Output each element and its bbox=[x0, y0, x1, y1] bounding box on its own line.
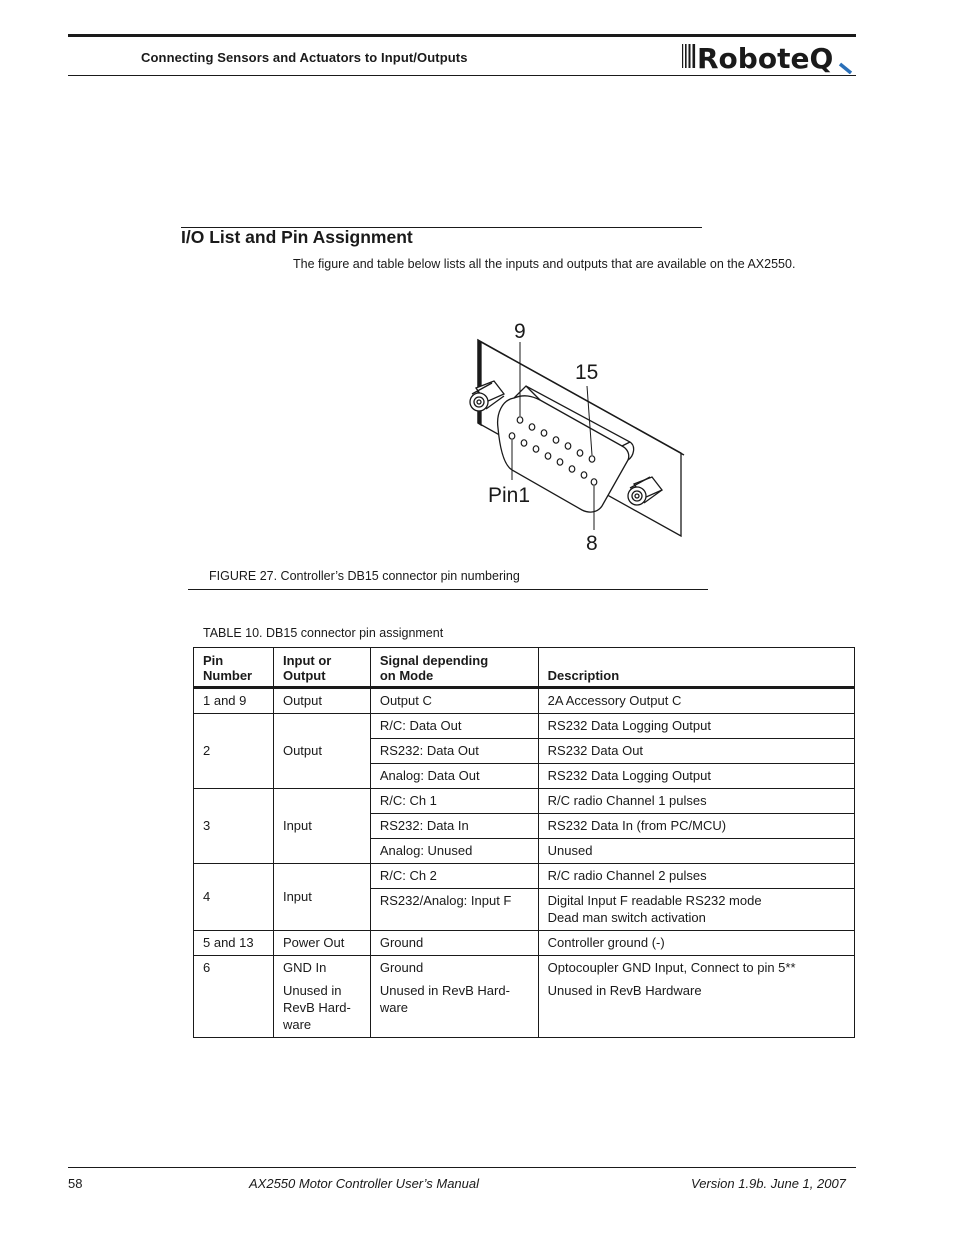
pin-7 bbox=[581, 472, 587, 478]
cell-description: RS232 Data In (from PC/MCU) bbox=[538, 814, 854, 839]
header-bottom-rule bbox=[68, 75, 856, 76]
footer-manual-title: AX2550 Motor Controller User’s Manual bbox=[249, 1176, 480, 1191]
label-8: 8 bbox=[586, 532, 598, 555]
header-signal-mode: Signal depending on Mode bbox=[370, 648, 538, 688]
label-9: 9 bbox=[514, 320, 526, 343]
page-number: 58 bbox=[68, 1176, 83, 1191]
pin-15 bbox=[589, 456, 595, 462]
figure-caption: FIGURE 27. Controller’s DB15 connector pin numbering bbox=[209, 569, 520, 583]
pin-12 bbox=[553, 437, 559, 443]
pin-11 bbox=[541, 430, 547, 436]
svg-text:RoboteQ: RoboteQ bbox=[697, 42, 834, 74]
pin-1 bbox=[509, 433, 515, 439]
cell-signal: R/C: Ch 1 bbox=[370, 789, 538, 814]
pin-13 bbox=[565, 443, 571, 449]
table-row bbox=[194, 789, 855, 814]
cell-io: Power Out bbox=[273, 931, 370, 956]
cell-io: Input bbox=[273, 789, 370, 864]
cell-pin: 6 bbox=[194, 956, 274, 1038]
pin-9 bbox=[517, 417, 523, 423]
header-input-output: Input or Output bbox=[273, 648, 370, 688]
label-15: 15 bbox=[575, 361, 599, 384]
cell-signal: Ground Unused in RevB Hard- ware bbox=[370, 956, 538, 1038]
section-title: I/O List and Pin Assignment bbox=[181, 227, 413, 247]
header-top-rule bbox=[68, 34, 856, 37]
footer-rule bbox=[68, 1167, 856, 1168]
pin-6 bbox=[569, 466, 575, 472]
table-row bbox=[194, 714, 855, 739]
table-row bbox=[194, 864, 855, 889]
pin-3 bbox=[533, 446, 539, 452]
cell-description: Digital Input F readable RS232 mode Dead man switch activation bbox=[538, 889, 854, 931]
cell-io: Output bbox=[273, 688, 370, 714]
cell-signal: Analog: Data Out bbox=[370, 764, 538, 789]
header-section-title: Connecting Sensors and Actuators to Input/Outputs bbox=[141, 50, 468, 65]
cell-pin: 2 bbox=[194, 714, 274, 789]
table-row bbox=[194, 956, 855, 1038]
cell-io: GND In Unused in RevB Hard- ware bbox=[273, 956, 370, 1038]
pin-5 bbox=[557, 459, 563, 465]
cell-signal: R/C: Ch 2 bbox=[370, 864, 538, 889]
table-caption bbox=[203, 626, 443, 640]
cell-signal: R/C: Data Out bbox=[370, 714, 538, 739]
cell-description: RS232 Data Out bbox=[538, 739, 854, 764]
db15-connector-figure bbox=[462, 310, 702, 560]
cell-description: RS232 Data Logging Output bbox=[538, 714, 854, 739]
cell-signal: RS232: Data In bbox=[370, 814, 538, 839]
cell-description: Optocoupler GND Input, Connect to pin 5** Unused in RevB Hardware bbox=[538, 956, 854, 1038]
cell-description: RS232 Data Logging Output bbox=[538, 764, 854, 789]
roboteq-logo bbox=[680, 40, 858, 74]
connector-plate-edge bbox=[478, 340, 481, 425]
pin-14 bbox=[577, 450, 583, 456]
cell-description: 2A Accessory Output C bbox=[538, 688, 854, 714]
header-pin-number: Pin Number bbox=[194, 648, 274, 688]
cell-io: Input bbox=[273, 864, 370, 931]
footer-version: Version 1.9b. June 1, 2007 bbox=[691, 1176, 846, 1191]
cell-signal: Analog: Unused bbox=[370, 839, 538, 864]
cell-pin: 1 and 9 bbox=[194, 688, 274, 714]
cell-io: Output bbox=[273, 714, 370, 789]
pin-assignment-table bbox=[193, 647, 855, 1038]
cell-pin: 5 and 13 bbox=[194, 931, 274, 956]
pin-2 bbox=[521, 440, 527, 446]
cell-signal: Ground bbox=[370, 931, 538, 956]
cell-description: Unused bbox=[538, 839, 854, 864]
figure-rule bbox=[188, 589, 708, 590]
pin-8 bbox=[591, 479, 597, 485]
table-header-row bbox=[194, 648, 855, 688]
cell-description: R/C radio Channel 1 pulses bbox=[538, 789, 854, 814]
header-description: Description bbox=[538, 648, 854, 688]
cell-signal: Output C bbox=[370, 688, 538, 714]
table-row bbox=[194, 931, 855, 956]
cell-pin: 4 bbox=[194, 864, 274, 931]
cell-description: Controller ground (-) bbox=[538, 931, 854, 956]
pin-10 bbox=[529, 424, 535, 430]
label-pin1: Pin1 bbox=[488, 484, 531, 507]
cell-description: R/C radio Channel 2 pulses bbox=[538, 864, 854, 889]
table-caption-prefix: TABLE 10. bbox=[203, 626, 266, 640]
cell-signal: RS232/Analog: Input F bbox=[370, 889, 538, 931]
table-caption-text: DB15 connector pin assignment bbox=[266, 626, 444, 640]
cell-signal: RS232: Data Out bbox=[370, 739, 538, 764]
table-row bbox=[194, 688, 855, 714]
pin-4 bbox=[545, 453, 551, 459]
section-intro: The figure and table below lists all the inputs and outputs that are available on the AX2550. bbox=[293, 257, 796, 271]
cell-pin: 3 bbox=[194, 789, 274, 864]
